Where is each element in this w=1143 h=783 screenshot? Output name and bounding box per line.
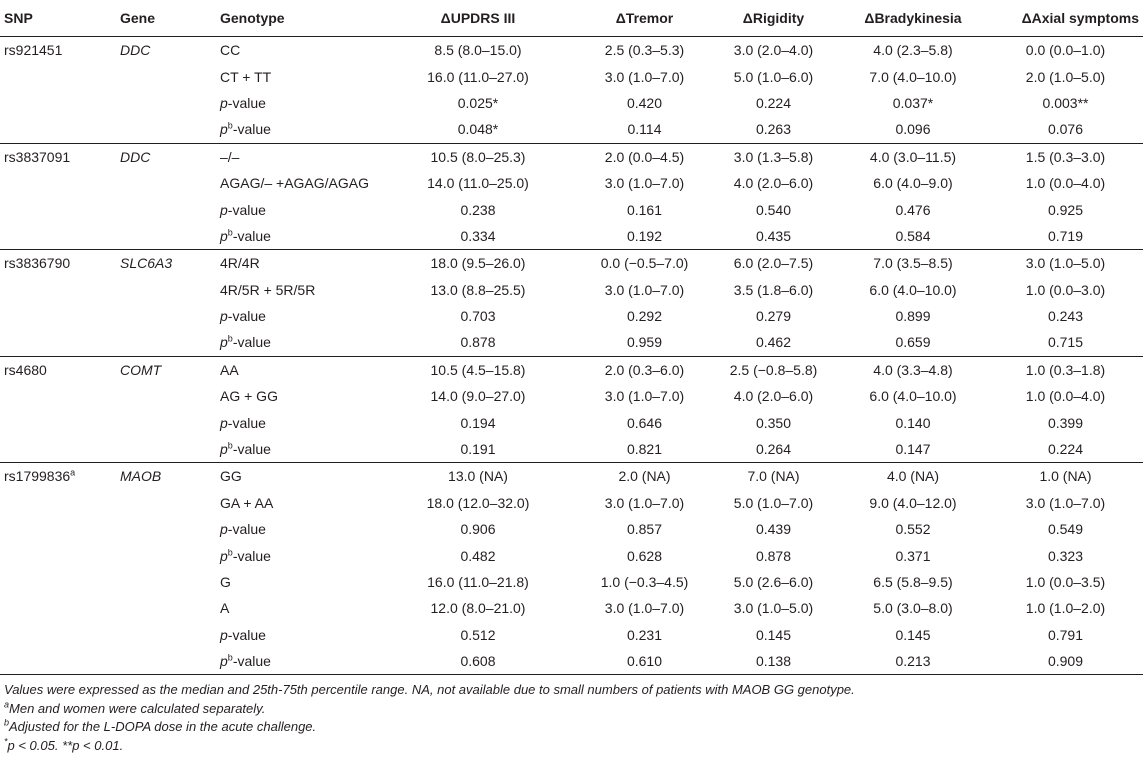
value-cell: 0.584 [838, 223, 988, 250]
header-updrs: ΔUPDRS III [376, 0, 580, 37]
value-cell: 0.439 [755, 521, 792, 538]
gene-cell: DDC [120, 148, 151, 165]
value-cell: 0.906 [460, 521, 496, 538]
value-cell: 0.476 [895, 201, 931, 218]
value-cell: 6.0 (4.0–9.0) [873, 175, 953, 192]
header-axial: ΔAxial symptoms [988, 0, 1143, 37]
value-cell: 3.0 (1.0–7.0) [604, 68, 685, 85]
value-cell: 0.719 [988, 223, 1143, 250]
value-cell: 5.0 (2.6–6.0) [733, 574, 814, 590]
pb-value-label: $p^b$-value [216, 116, 376, 143]
value-cell: 0.878 [755, 547, 792, 564]
value-cell: 0.048* [376, 116, 580, 143]
genotype-cell: A [220, 600, 230, 617]
value-cell: 0.323 [1047, 547, 1084, 564]
table-row [0, 250, 1143, 277]
table-row [0, 143, 1143, 170]
table-row [0, 170, 1143, 196]
value-cell: 0.0 (−0.5–7.0) [600, 255, 689, 272]
value-cell: 0.191 [376, 436, 580, 463]
value-cell: 0.435 [709, 223, 838, 250]
value-cell: 16.0 (11.0–27.0) [427, 68, 529, 85]
value-cell: 7.0 (4.0–10.0) [869, 68, 957, 85]
value-cell: 0.292 [626, 308, 663, 325]
value-cell: 6.0 (4.0–10.0) [869, 281, 957, 298]
snp-cell: rs1799836$^a$ [4, 467, 76, 485]
value-cell: 0.025* [457, 94, 499, 111]
table-row [0, 116, 1143, 143]
value-cell: 0.512 [460, 626, 496, 643]
footnote-a: $^a$Men and women were calculated separately. [4, 699, 266, 716]
value-cell: 8.5 (8.0–15.0) [434, 42, 522, 59]
value-cell: 1.0 (NA) [1039, 468, 1092, 485]
value-cell: 3.5 (1.8–6.0) [733, 281, 814, 298]
table-row [0, 37, 1143, 64]
value-cell: 0.462 [709, 329, 838, 356]
header-bradykinesia: ΔBradykinesia [838, 0, 988, 37]
snp-cell: rs3837091 [4, 148, 71, 165]
value-cell: 0.238 [460, 201, 496, 218]
value-cell: 18.0 (9.5–26.0) [430, 255, 526, 272]
snp-cell: rs3836790 [4, 255, 71, 272]
p-value-label: p-value [220, 521, 266, 538]
table-row [0, 63, 1143, 89]
genotype-cell: GG [220, 468, 242, 485]
value-cell: 0.0 (0.0–1.0) [1025, 42, 1106, 59]
value-cell: 0.371 [895, 547, 931, 564]
value-cell: 1.0 (0.0–3.5) [1025, 574, 1106, 590]
value-cell: 0.138 [709, 648, 838, 675]
p-value-label: p-value [220, 414, 266, 431]
value-cell: 4.0 (2.0–6.0) [733, 388, 814, 405]
value-cell: 1.5 (0.3–3.0) [1025, 148, 1106, 165]
table-row [0, 595, 1143, 621]
value-cell: 3.0 (1.0–5.0) [733, 600, 814, 617]
snp-cell: rs921451 [4, 42, 63, 59]
table-row [0, 463, 1143, 490]
gene-cell: DDC [120, 42, 151, 59]
genotype-cell: AG + GG [220, 388, 278, 405]
value-cell: 16.0 (11.0–21.8) [427, 574, 529, 590]
footnote-significance: *p < 0.05. **p < 0.01. [4, 736, 124, 753]
value-cell: 0.610 [580, 648, 709, 675]
value-cell: 3.0 (1.0–7.0) [604, 281, 685, 298]
value-cell: 3.0 (2.0–4.0) [733, 42, 814, 59]
value-cell: 1.0 (−0.3–4.5) [600, 574, 689, 590]
table-row [0, 196, 1143, 222]
value-cell: 0.350 [755, 414, 792, 431]
value-cell: 7.0 (NA) [747, 468, 800, 485]
value-cell: 0.420 [626, 94, 663, 111]
value-cell: 0.482 [460, 547, 496, 564]
value-cell: 13.0 (8.8–25.5) [430, 281, 526, 298]
value-cell: 1.0 (0.0–3.0) [1025, 281, 1106, 298]
value-cell: 0.076 [988, 116, 1143, 143]
value-cell: 0.549 [1047, 521, 1084, 538]
value-cell: 10.5 (4.5–15.8) [430, 361, 526, 378]
value-cell: 14.0 (9.0–27.0) [430, 388, 526, 405]
p-value-label: p-value [220, 201, 266, 218]
pb-value-label: $p^b$-value [216, 436, 376, 463]
value-cell: 0.899 [895, 308, 931, 325]
value-cell: 3.0 (1.0–7.0) [604, 388, 685, 405]
value-cell: 0.279 [755, 308, 792, 325]
value-cell: 0.224 [755, 94, 792, 111]
table-row [0, 356, 1143, 383]
gene-cell: MAOB [120, 468, 162, 485]
value-cell: 0.925 [1047, 201, 1084, 218]
value-cell: 0.263 [709, 116, 838, 143]
header-genotype: Genotype [216, 0, 376, 37]
value-cell: 10.5 (8.0–25.3) [430, 148, 526, 165]
value-cell: 0.878 [376, 329, 580, 356]
footnotes [0, 675, 1143, 755]
footnote-b: $^b$Adjusted for the L-DOPA dose in the acute challenge. [4, 718, 317, 735]
value-cell: 0.096 [838, 116, 988, 143]
value-cell: 0.334 [376, 223, 580, 250]
value-cell: 13.0 (NA) [448, 468, 508, 485]
value-cell: 0.646 [626, 414, 663, 431]
table-row [0, 90, 1143, 116]
value-cell: 2.0 (NA) [618, 468, 671, 485]
genotype-cell: 4R/5R + 5R/5R [220, 281, 316, 298]
genotype-cell: AGAG/– +AGAG/AGAG [220, 175, 369, 192]
genotype-cell: CC [220, 42, 241, 59]
value-cell: 0.857 [626, 521, 663, 538]
value-cell: 1.0 (0.3–1.8) [1025, 361, 1106, 378]
pb-value-label: $p^b$-value [216, 329, 376, 356]
genotype-cell: –/– [220, 148, 240, 165]
value-cell: 3.0 (1.0–5.0) [1025, 255, 1106, 272]
value-cell: 0.145 [755, 626, 792, 643]
snp-cell: rs4680 [4, 361, 47, 378]
value-cell: 0.399 [1047, 414, 1084, 431]
value-cell: 4.0 (3.0–11.5) [869, 148, 957, 165]
value-cell: 0.552 [895, 521, 931, 538]
genotype-cell: CT + TT [220, 68, 272, 85]
gene-cell: COMT [120, 361, 162, 378]
value-cell: 4.0 (2.3–5.8) [873, 42, 953, 59]
value-cell: 0.540 [755, 201, 792, 218]
table-row [0, 223, 1143, 250]
genotype-cell: AA [220, 361, 239, 378]
gene-cell: SLC6A3 [120, 255, 173, 272]
value-cell: 0.959 [580, 329, 709, 356]
table-row [0, 436, 1143, 463]
value-cell: 6.5 (5.8–9.5) [873, 574, 953, 590]
value-cell: 4.0 (NA) [886, 468, 940, 485]
value-cell: 0.628 [626, 547, 663, 564]
table-row [0, 622, 1143, 648]
value-cell: 0.213 [838, 648, 988, 675]
value-cell: 0.140 [895, 414, 931, 431]
value-cell: 0.659 [838, 329, 988, 356]
value-cell: 12.0 (8.0–21.0) [430, 600, 526, 617]
table-row [0, 569, 1143, 595]
value-cell: 6.0 (2.0–7.5) [733, 255, 814, 272]
pb-value-label: $p^b$-value [216, 648, 376, 675]
value-cell: 3.0 (1.0–7.0) [604, 494, 685, 511]
table-row [0, 277, 1143, 303]
value-cell: 0.192 [580, 223, 709, 250]
genotype-cell: GA + AA [220, 494, 274, 511]
table-row [0, 383, 1143, 409]
table-row [0, 409, 1143, 435]
value-cell: 3.0 (1.3–5.8) [733, 148, 814, 165]
value-cell: 0.145 [895, 626, 931, 643]
value-cell: 2.0 (1.0–5.0) [1025, 68, 1106, 85]
value-cell: 1.0 (0.0–4.0) [1025, 175, 1106, 192]
value-cell: 0.909 [988, 648, 1143, 675]
pb-value-label: $p^b$-value [220, 546, 271, 564]
value-cell: 5.0 (3.0–8.0) [873, 600, 953, 617]
header-row [0, 0, 1143, 37]
value-cell: 0.243 [1047, 308, 1084, 325]
value-cell: 4.0 (2.0–6.0) [733, 175, 814, 192]
value-cell: 0.037* [892, 94, 934, 111]
value-cell: 0.608 [376, 648, 580, 675]
value-cell: 0.264 [709, 436, 838, 463]
header-snp: SNP [0, 0, 116, 37]
value-cell: 2.0 (0.0–4.5) [604, 148, 685, 165]
table-row [0, 490, 1143, 516]
pb-value-label: $p^b$-value [216, 223, 376, 250]
table-row [0, 516, 1143, 542]
value-cell: 1.0 (0.0–4.0) [1025, 388, 1106, 405]
value-cell: 0.224 [988, 436, 1143, 463]
value-cell: 7.0 (3.5–8.5) [873, 255, 953, 272]
header-gene: Gene [116, 0, 216, 37]
p-value-label: p-value [220, 94, 266, 111]
value-cell: 0.161 [626, 201, 663, 218]
footnote-values: Values were expressed as the median and 25th-75th percentile range. NA, not available due to small numbers of patients with MAOB GG genotype. [4, 682, 855, 698]
value-cell: 0.791 [1047, 626, 1084, 643]
p-value-label: p-value [220, 308, 266, 325]
p-value-label: p-value [220, 626, 266, 643]
value-cell: 18.0 (12.0–32.0) [426, 494, 530, 511]
table-row [0, 303, 1143, 329]
value-cell: 3.0 (1.0–7.0) [604, 600, 685, 617]
value-cell: 2.5 (−0.8–5.8) [729, 361, 818, 378]
genotype-cell: 4R/4R [220, 255, 260, 272]
value-cell: 3.0 (1.0–7.0) [1025, 494, 1106, 511]
genotype-cell: G [220, 574, 231, 590]
value-cell: 0.003** [1042, 94, 1089, 111]
value-cell: 6.0 (4.0–10.0) [869, 388, 957, 405]
value-cell: 0.114 [580, 116, 709, 143]
value-cell: 2.5 (0.3–5.3) [604, 42, 685, 59]
value-cell: 1.0 (1.0–2.0) [1025, 600, 1106, 617]
table-row [0, 329, 1143, 356]
value-cell: 14.0 (11.0–25.0) [427, 175, 529, 192]
value-cell: 2.0 (0.3–6.0) [604, 361, 685, 378]
table-row [0, 648, 1143, 675]
value-cell: 3.0 (1.0–7.0) [604, 175, 685, 192]
value-cell: 0.715 [988, 329, 1143, 356]
header-tremor: ΔTremor [580, 0, 709, 37]
value-cell: 0.231 [626, 626, 663, 643]
value-cell: 5.0 (1.0–6.0) [733, 68, 814, 85]
value-cell: 5.0 (1.0–7.0) [733, 494, 814, 511]
value-cell: 9.0 (4.0–12.0) [869, 494, 957, 511]
value-cell: 0.821 [580, 436, 709, 463]
value-cell: 0.194 [460, 414, 496, 431]
value-cell: 4.0 (3.3–4.8) [873, 361, 953, 378]
header-rigidity: ΔRigidity [709, 0, 838, 37]
value-cell: 0.147 [838, 436, 988, 463]
table-row [0, 542, 1143, 568]
value-cell: 0.703 [460, 308, 496, 325]
